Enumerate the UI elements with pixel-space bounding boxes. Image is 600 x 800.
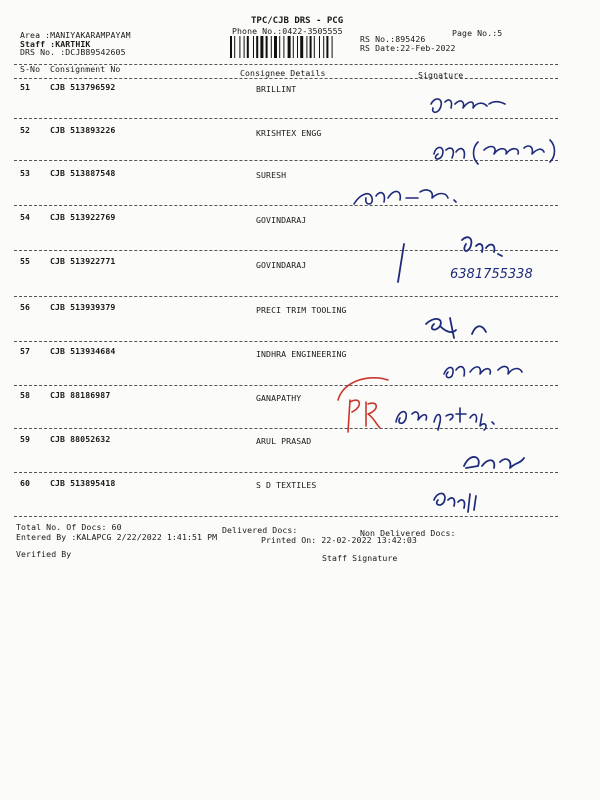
row-consignment-no: CJB 513922769 [50, 212, 116, 222]
page-number: Page No.:5 [452, 28, 503, 38]
entered-by: Entered By :KALAPCG 2/22/2022 1:41:51 PM [16, 532, 218, 542]
row-sno: 51 [20, 82, 31, 92]
row-sno: 52 [20, 125, 31, 135]
area-label: Area :MANIYAKARAMPAYAM [20, 30, 131, 40]
row-consignee: GOVINDARAJ [256, 260, 307, 270]
barcode-bar [271, 36, 272, 58]
phone-number: Phone No.:0422-3505555 [232, 26, 343, 36]
barcode-bar [266, 36, 268, 58]
barcode-bar [253, 36, 254, 58]
drs-number: DRS No. :DCJB89542605 [20, 47, 126, 57]
row-consignee: INDHRA ENGINEERING [256, 349, 347, 359]
barcode-bar [310, 36, 312, 58]
divider-line [14, 385, 558, 386]
staff-signature-label: Staff Signature [322, 553, 398, 563]
barcode-bar [244, 36, 245, 58]
row-consignee: PRECI TRIM TOOLING [256, 305, 347, 315]
row-consignee: S D TEXTILES [256, 480, 317, 490]
row-sno: 60 [20, 478, 31, 488]
row-consignment-no: CJB 88052632 [50, 434, 111, 444]
barcode-bar [326, 36, 328, 58]
page-title: TPC/CJB DRS - PCG [251, 16, 344, 26]
column-header-sno: S-No [20, 64, 41, 74]
row-consignment-no: CJB 88186987 [50, 390, 111, 400]
signature-row-57 [440, 356, 540, 382]
barcode-bar [279, 36, 280, 58]
signature-row-60 [428, 486, 498, 516]
barcode-bar [274, 36, 277, 58]
row-consignment-no: CJB 513934684 [50, 346, 116, 356]
divider-line [14, 78, 558, 79]
barcode-bar [256, 36, 258, 58]
row-consignment-no: CJB 513796592 [50, 82, 116, 92]
row-consignment-no: CJB 513939379 [50, 302, 116, 312]
row-sno: 58 [20, 390, 31, 400]
column-header-consignment: Consignment No [50, 64, 121, 74]
column-header-signature: Signature [418, 70, 464, 80]
row-sno: 57 [20, 346, 31, 356]
signature-row-52 [428, 136, 578, 166]
printed-on: Printed On: 22-02-2022 13:42:03 [261, 535, 417, 545]
row-sno: 56 [20, 302, 31, 312]
row-sno: 54 [20, 212, 31, 222]
non-delivered-docs: Non Delivered Docs: [360, 528, 456, 538]
row-sno: 59 [20, 434, 31, 444]
barcode-bar [306, 36, 307, 58]
total-docs: Total No. Of Docs: 60 [16, 522, 122, 532]
rs-number: RS No.:895426 [360, 34, 426, 44]
divider-line [14, 296, 558, 297]
row-consignee: GANAPATHY [256, 393, 302, 403]
signature-row-59 [460, 448, 530, 474]
barcode-bar [297, 36, 298, 58]
divider-line [14, 516, 558, 517]
staff-label: Staff :KARTHIK [20, 39, 91, 49]
row-consignment-no: CJB 513887548 [50, 168, 116, 178]
barcode-bar [288, 36, 291, 58]
row-consignee: ARUL PRASAD [256, 436, 312, 446]
row-consignment-no: CJB 513922771 [50, 256, 116, 266]
barcode-bar [293, 36, 294, 58]
barcode-bar [247, 36, 249, 58]
rs-date: RS Date:22-Feb-2022 [360, 43, 456, 53]
row-consignee: GOVINDARAJ [256, 215, 307, 225]
barcode-bar [314, 36, 315, 58]
barcode-bar [234, 36, 235, 58]
signature-row-58 [390, 400, 500, 432]
delivered-docs: Delivered Docs: [222, 525, 298, 535]
verified-by: Verified By [16, 549, 72, 559]
row-consignment-no: CJB 513895418 [50, 478, 116, 488]
handwritten-phone-number: 6381755338 [450, 267, 533, 282]
row-consignment-no: CJB 513893226 [50, 125, 116, 135]
signature-row-51 [425, 92, 515, 120]
barcode-bar [323, 36, 324, 58]
barcode-bar [239, 36, 240, 58]
barcode-bar [230, 36, 232, 58]
barcode-bar [332, 36, 333, 58]
barcode-bar [260, 36, 263, 58]
barcode-bar [319, 36, 320, 58]
row-consignee: KRISHTEX ENGG [256, 128, 322, 138]
signature-row-56 [420, 312, 510, 342]
divider-line [14, 205, 558, 206]
row-sno: 53 [20, 168, 31, 178]
barcode [228, 36, 355, 58]
row-consignee: BRILLINT [256, 84, 297, 94]
signature-row-53 [350, 180, 470, 210]
signature-row-54-55 [390, 230, 550, 290]
barcode-bar [300, 36, 303, 58]
barcode-bar [283, 36, 284, 58]
row-sno: 55 [20, 256, 31, 266]
column-header-consignee: Consignee Details [240, 68, 326, 78]
row-consignee: SURESH [256, 170, 287, 180]
